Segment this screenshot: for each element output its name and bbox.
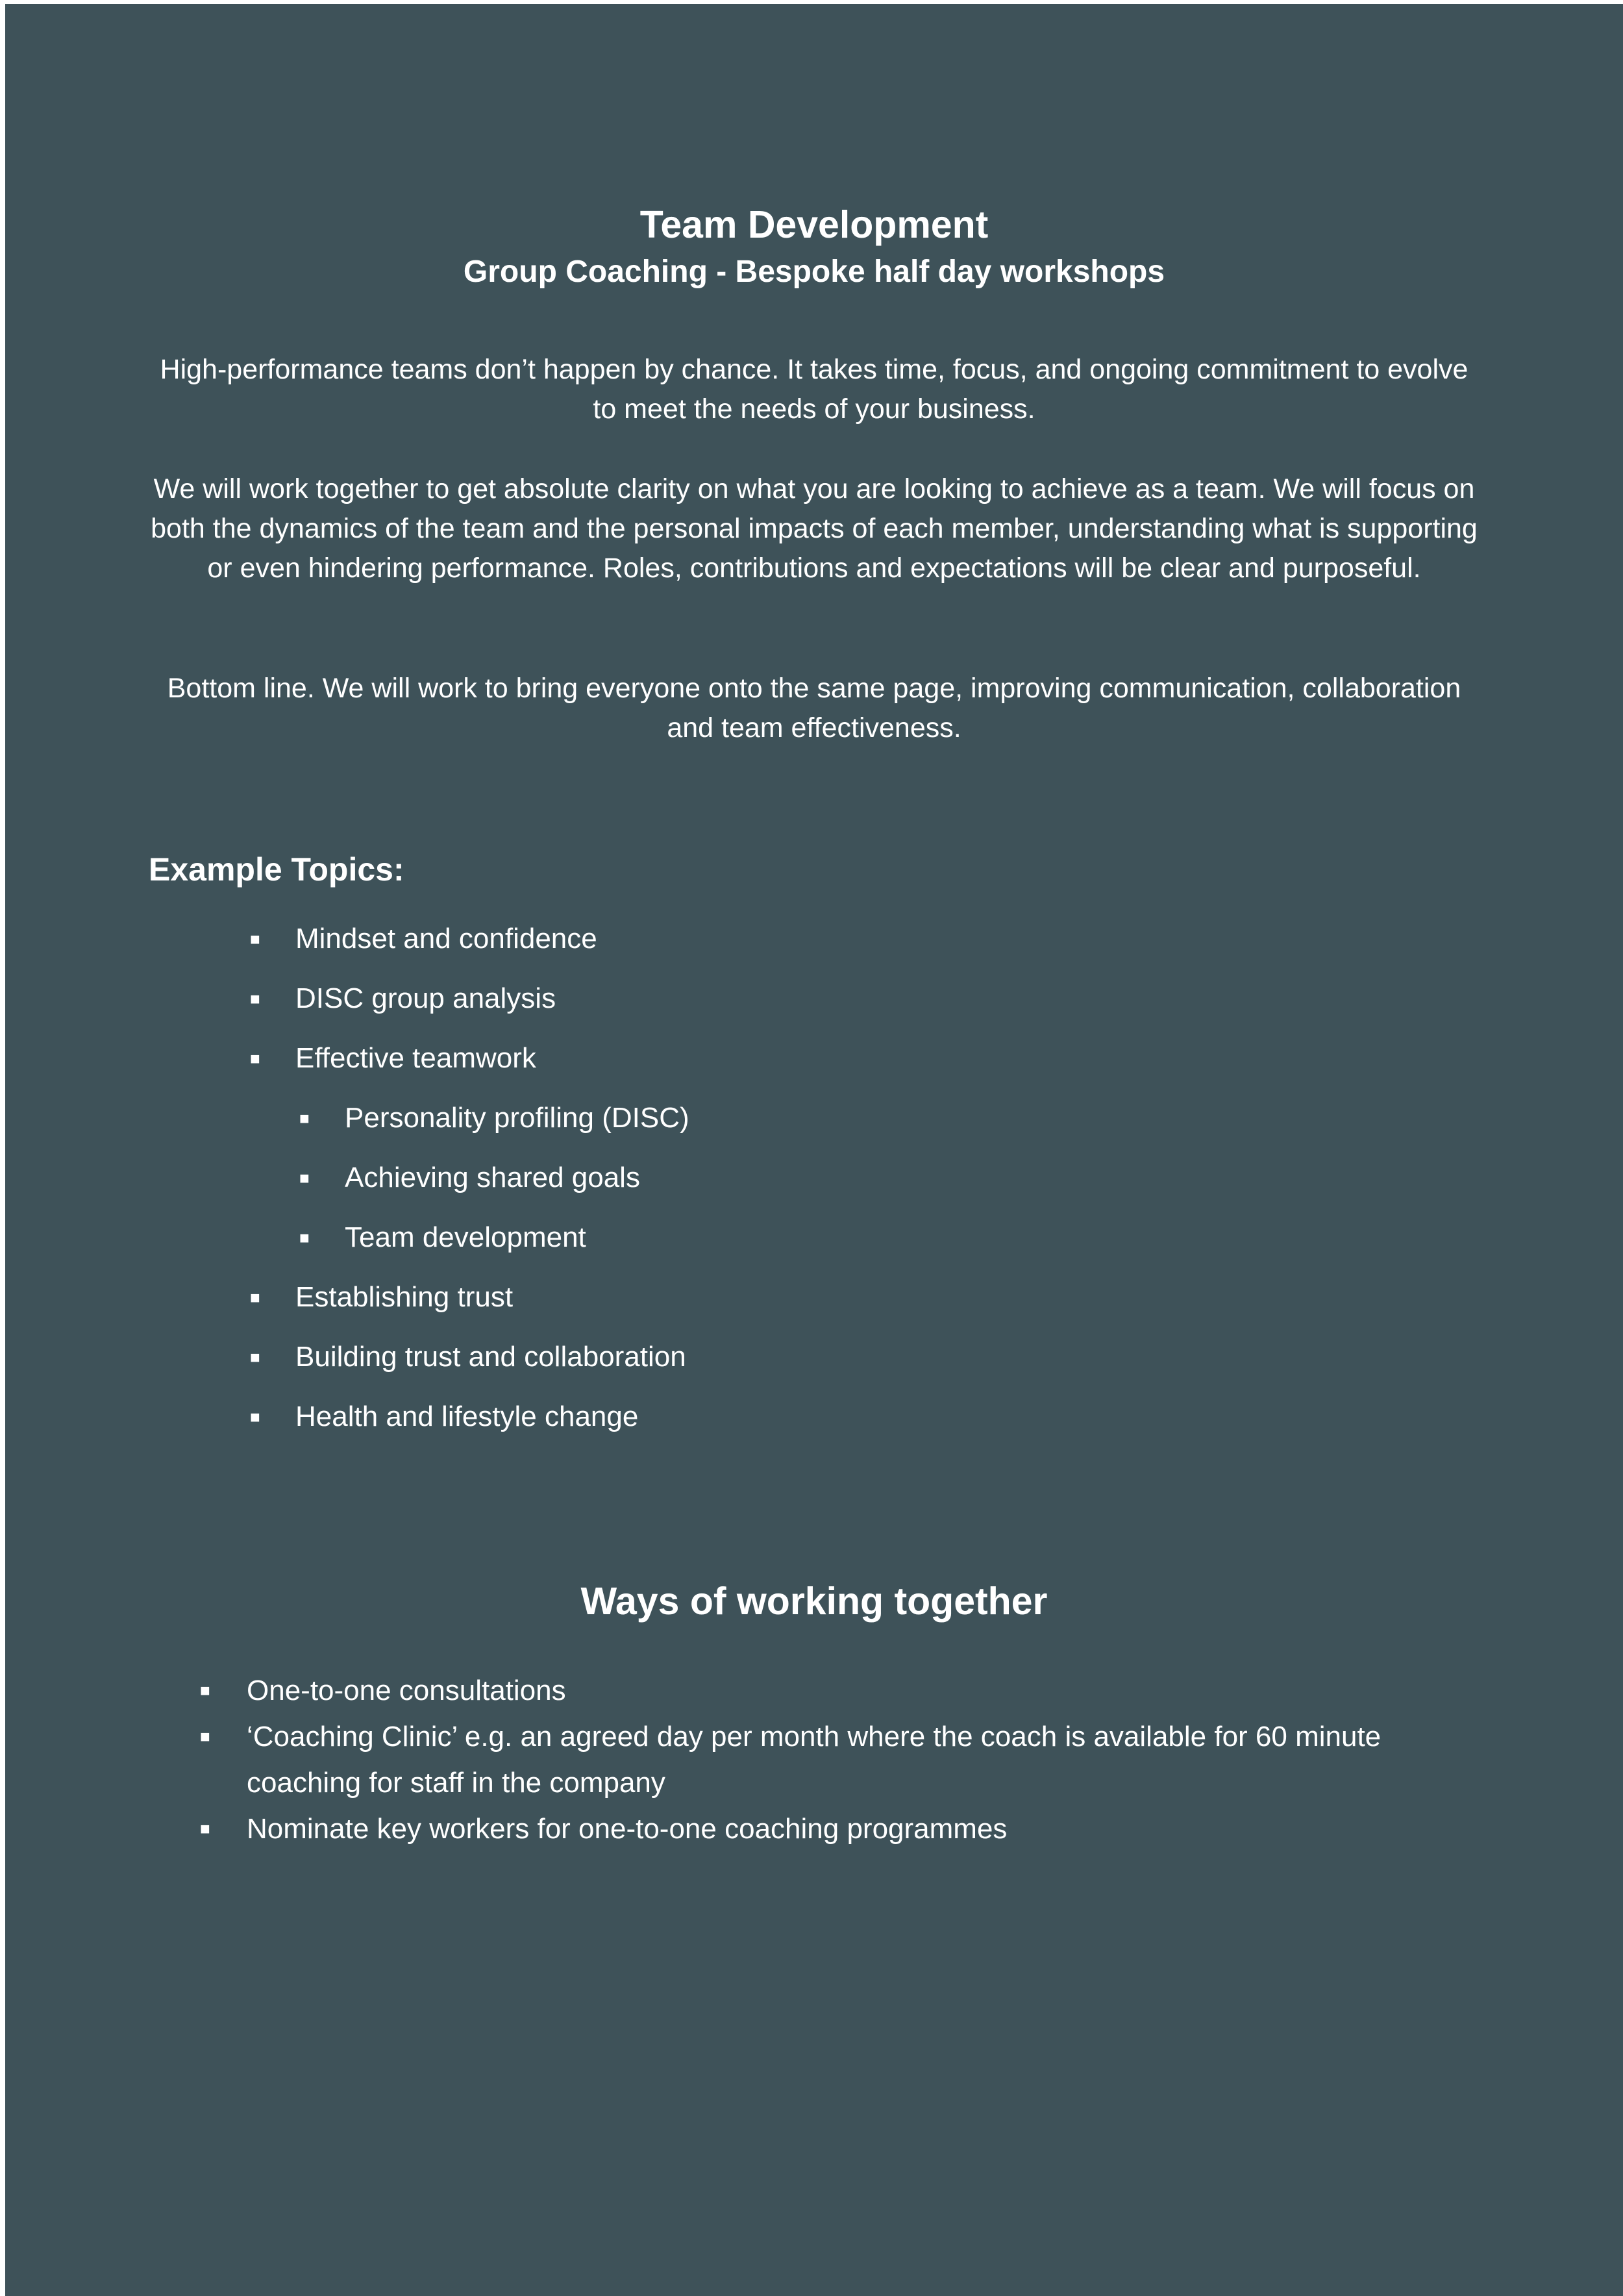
topic-label: Building trust and collaboration [295, 1341, 686, 1373]
list-item [5, 1036, 1623, 1095]
list-item [5, 976, 1623, 1036]
list-item [5, 1095, 1623, 1155]
square-bullet-icon: ■ [299, 1108, 310, 1128]
topic-label: DISC group analysis [295, 982, 556, 1014]
list-item [5, 916, 1623, 976]
topic-label: Team development [345, 1221, 586, 1253]
topic-label: Health and lifestyle change [295, 1401, 639, 1432]
square-bullet-icon: ■ [250, 1288, 260, 1307]
list-item [5, 1334, 1623, 1394]
square-bullet-icon: ■ [299, 1168, 310, 1188]
intro-paragraph-2: We will work together to get absolute clarity on what you are looking to achieve as a team. We will focus on both the dynamics of the team and the personal impacts of each member, understanding what is supporting or even hindering performance. Roles, contributions and expectations will be clear and purposeful. [151, 473, 1478, 584]
square-bullet-icon: ■ [250, 1049, 260, 1068]
page-title: Team Development [639, 203, 989, 246]
list-item [5, 1275, 1623, 1334]
topic-label: Achieving shared goals [345, 1162, 640, 1193]
topics-heading: Example Topics: [149, 851, 404, 888]
page-subtitle: Group Coaching - Bespoke half day workshops [463, 255, 1165, 289]
square-bullet-icon: ■ [250, 1407, 260, 1427]
list-item [5, 1667, 1623, 1714]
square-bullet-icon: ■ [200, 1680, 210, 1700]
square-bullet-icon: ■ [250, 989, 260, 1008]
square-bullet-icon: ■ [299, 1228, 310, 1247]
intro-paragraph-3: Bottom line. We will work to bring everyone onto the same page, improving communication, collaboration and team effectiveness. [167, 673, 1461, 743]
square-bullet-icon: ■ [200, 1819, 210, 1838]
ways-label: One-to-one consultations [247, 1675, 566, 1706]
intro-paragraph-1: High-performance teams don’t happen by chance. It takes time, focus, and ongoing commitment to evolve to meet the needs of your business. [160, 354, 1468, 425]
square-bullet-icon: ■ [250, 929, 260, 949]
list-item [5, 1394, 1623, 1454]
ways-heading: Ways of working together [580, 1580, 1048, 1623]
square-bullet-icon: ■ [250, 1347, 260, 1367]
list-item [5, 1215, 1623, 1275]
ways-list [5, 1667, 1623, 1852]
topic-label: Effective teamwork [295, 1042, 536, 1074]
list-item [5, 1806, 1623, 1852]
topic-label: Personality profiling (DISC) [345, 1102, 689, 1134]
list-item [5, 1155, 1623, 1215]
ways-label: ‘Coaching Clinic’ e.g. an agreed day per month where the coach is available for 60 minute coaching for staff in the company [247, 1721, 1381, 1799]
document-page [5, 4, 1623, 2296]
ways-label: Nominate key workers for one-to-one coaching programmes [247, 1813, 1008, 1845]
topic-label: Establishing trust [295, 1281, 514, 1313]
square-bullet-icon: ■ [200, 1727, 210, 1746]
topic-label: Mindset and confidence [295, 923, 597, 955]
list-item [5, 1714, 1623, 1806]
topics-list [5, 916, 1623, 1454]
